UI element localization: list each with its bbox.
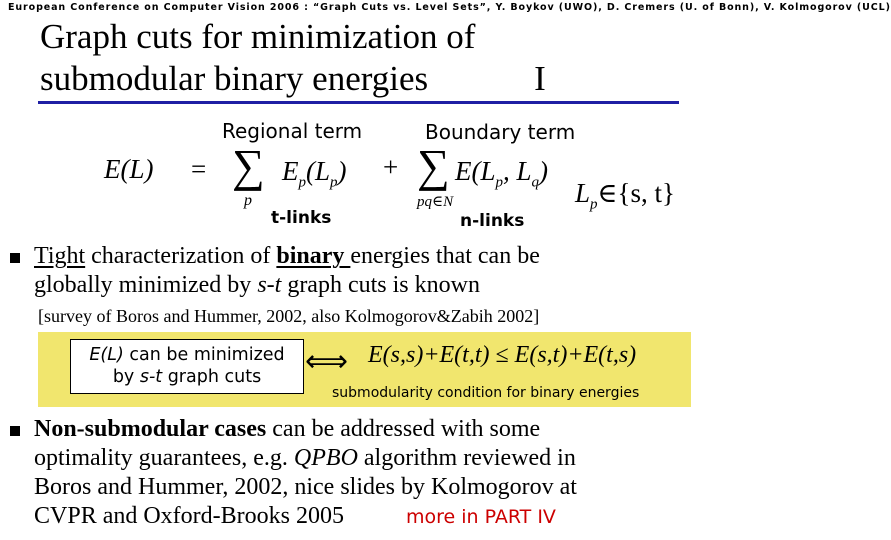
bullet-2-text — [34, 415, 704, 532]
regional-term-label: Regional term — [222, 119, 363, 143]
equation-lhs: E(L) — [104, 154, 154, 184]
bullet-marker — [10, 253, 20, 263]
minimizable-box-line-2: by s-t graph cuts — [112, 367, 262, 387]
title-line-1: Graph cuts for minimization of — [40, 17, 476, 56]
bullet-1-line-1: Tight characterization of binary energies that can be — [34, 243, 540, 269]
sum-boundary-subscript: pq∈N — [417, 194, 454, 210]
bullet-1-line-2: globally minimized by s-t graph cuts is known — [34, 272, 480, 298]
label-domain: $L_p\in\{s$, t} — [575, 178, 675, 213]
title-line-2-text: submodular binary energies — [40, 59, 429, 98]
boundary-energy: $E(L_p$, $L_q$) — [455, 156, 549, 191]
conference-header: European Conference on Computer Vision 2006 : “Graph Cuts vs. Level Sets”, Y. Boykov (UWO), D. Cremers (U. of Bonn), V. Kolmogorov (UCL) — [8, 2, 891, 13]
minimizable-box — [70, 339, 304, 394]
title-line-2 — [40, 58, 546, 100]
regional-energy: $E_p(L_p)$ — [282, 156, 347, 191]
equation-equals: = — [191, 154, 207, 184]
n-links-label: n-links — [460, 211, 525, 231]
bullet-2-line-1: Non-submodular cases can be addressed with some — [34, 416, 541, 442]
minimizable-box-line-1: E(L) can be minimized — [89, 345, 285, 365]
slide-title — [40, 16, 546, 100]
title-part-number: I — [534, 59, 546, 98]
more-in-part-iv: more in PART IV — [406, 506, 556, 528]
t-links-label: t-links — [271, 208, 332, 228]
bullet-1-text — [34, 242, 694, 300]
boundary-term-label: Boundary term — [425, 120, 576, 144]
citation: [survey of Boros and Hummer, 2002, also Kolmogorov&Zabih 2002] — [38, 306, 540, 326]
equivalence-arrow: ⟺ — [305, 344, 349, 379]
title-underline — [38, 101, 679, 104]
sum-symbol-regional: ∑ — [232, 140, 265, 191]
bullet-2-line-3: Boros and Hummer, 2002, nice slides by Kolmogorov at — [34, 474, 577, 500]
submodularity-caption: submodularity condition for binary energies — [332, 385, 640, 401]
equation-plus: + — [383, 152, 399, 182]
bullet-marker — [10, 426, 20, 436]
submodularity-inequality: E(s,s)+E(t,t) ≤ E(s,t)+E(t,s) — [368, 342, 637, 368]
bullet-2-line-2: optimality guarantees, e.g. QPBO algorithm reviewed in — [34, 445, 576, 471]
sum-regional-subscript: p — [244, 192, 252, 209]
bullet-2-line-4: CVPR and Oxford-Brooks 2005 more in PART IV — [34, 503, 556, 529]
sum-symbol-boundary: ∑ — [417, 140, 450, 191]
